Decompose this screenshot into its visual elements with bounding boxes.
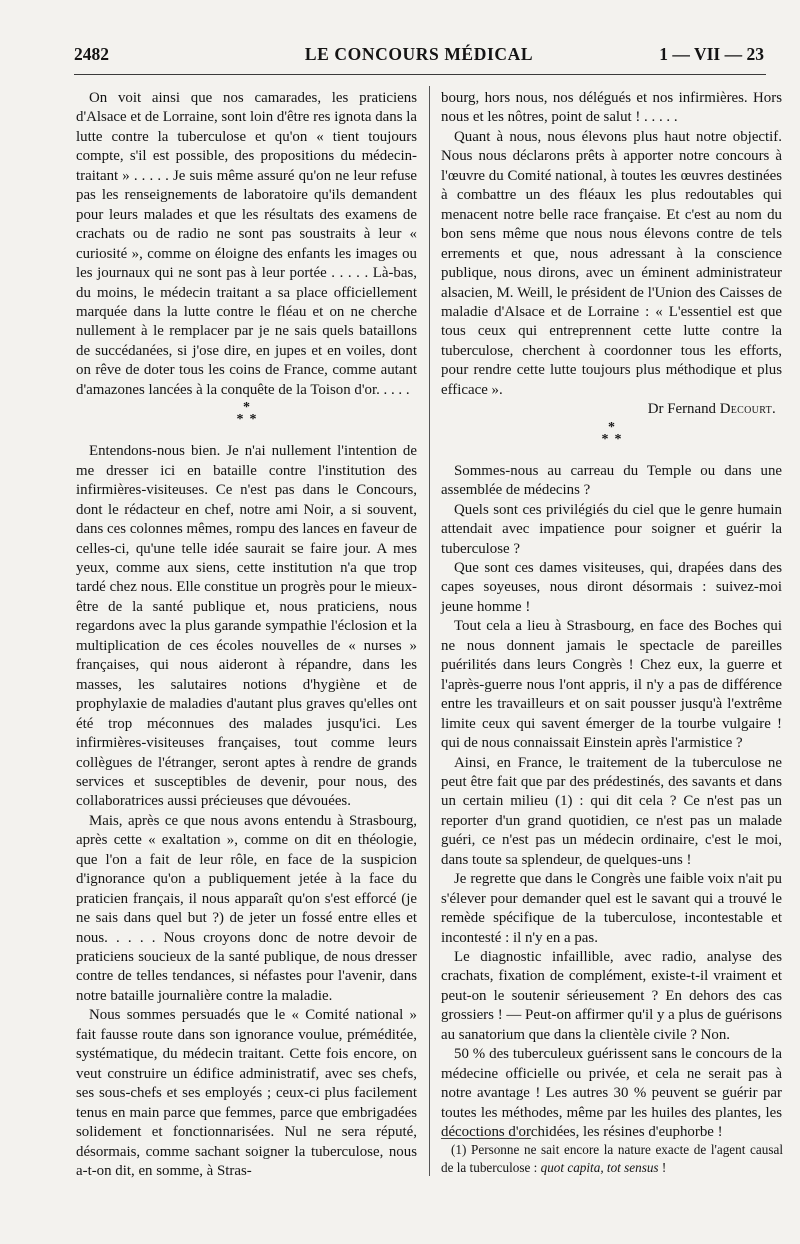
header-rule <box>74 74 766 75</box>
section-separator <box>76 400 417 442</box>
paragraph: bourg, hors nous, nos délégués et nos infirmières. Hors nous et les nôtres, point de salut ! . . . . . <box>441 90 782 126</box>
page-header <box>74 44 764 70</box>
paragraph: Que sont ces dames visiteuses, qui, drapées dans des capes soyeuses, nous diront désormais : suivez-moi jeune homme ! <box>441 559 782 615</box>
signature-prefix: Dr Fernand <box>647 401 720 418</box>
right-column <box>441 89 782 1143</box>
footnote-rule <box>441 1138 531 1139</box>
paragraph: Quels sont ces privilégiés du ciel que le genre humain attendait avec impatience pour soigner et guérir la tuberculose ? <box>441 501 782 557</box>
paragraph: 50 % des tuberculeux guérissent sans le concours de la médecine officielle ou privée, et cela ne serait pas à notre avantage ! Les autres 30 % peuvent se guérir par toutes les méthodes, même par les huiles des plantes, les décoctions d'orchidées, les résines d'euphorbe ! <box>441 1046 782 1141</box>
page-number: 2482 <box>74 44 109 64</box>
paragraph: Le diagnostic infaillible, avec radio, analyse des crachats, fixation de complément, existe-t-il vraiment et peut-on le soutenir sérieusement ? En dehors des cas grossiers ! — Peut-on affirmer qu'il y a plus de guérisons au sanatorium que dans la clientèle civile ? Non. <box>441 949 782 1043</box>
separator-star-top: * <box>608 419 615 435</box>
paragraph: Quant à nous, nous élevons plus haut notre objectif. Nous nous déclarons prêts à apporter notre concours à l'œuvre du Comité national, à toutes les œuvres destinées à combattre un des fléaux les plus redoutables qui menacent notre belle race française. Et c'est au nom du bon sens même que nous nous élevons contre de tels errements et que, nous adressant à la conscience publique, nous dirons, avec un éminent administrateur alsacien, M. Weill, le président de l'Union des Caisses de maladie d'Alsace et de Lorraine : « L'essentiel est que tous ceux qui entreprennent cette lutte contre la tuberculose, cherchent à coordonner tous les efforts, pour rendre cette lutte toujours plus méthodique et plus efficace ». <box>441 128 782 398</box>
paragraph: Entendons-nous bien. Je n'ai nullement l'intention de me dresser ici en bataille contre l'institution des infirmières-visiteuses. Ce n'est pas dans le Concours, dont le rédacteur en chef, notre ami Noir, a si souvent, dans ces colonnes mêmes, rompu des lances en faveur de celles-ci, qu'une telle idée saurait se faire jour. A mes yeux, comme aux siens, cette institution n'a que trop tardé chez nous. Elle constitue un progrès pour le mieux-être de la santé publique et, nous praticiens, nous regardons avec la plus garande sympathie l'éclosion et la multiplication de ces écoles nouvelles de « nurses » françaises, qui nous aideront à répandre, dans les masses, les salutaires notions d'hygiène et de prophylaxie de maladies d'autant plus graves qu'elles ont été trop méconnues des malades jusqu'ici. Les infirmières-visiteuses françaises, tout comme leurs collègues de l'étranger, seront aptes à rendre de grands services et susceptibles de devenir, pour nous, des collaboratrices aussi précieuses que dévouées. <box>76 443 417 810</box>
paragraph: On voit ainsi que nos camarades, les praticiens d'Alsace et de Lorraine, sont loin d'être res ignota dans la lutte contre la tuberculose et qu'on « tient toujours compte, s'il est possible, des propositions du médecin-traitant » . . . . . Je suis même assuré qu'on ne leur refuse pas les renseignements de laboratoire qu'ils demandent pour leurs malades et que les résultats des examens de crachats ou de radio ne sont pas soustraits à leur « curiosité », comme on éloigne des enfants les images ou les journaux qui ne sont pas à leur portée . . . . . Là-bas, du moins, le médecin traitant a sa place officiellement marquée dans la lutte contre le fléau et on ne cherche nullement à le remplacer par je ne sais quels bataillons de succédanées, si j'ose dire, en jupes et en voiles, dont on rêve de doter tous les coins de France, comme autant d'amazones lancées à la conquête de la Toison d'or. . . . . <box>76 90 417 398</box>
footnote-text: (1) Personne ne sait encore la nature exacte de l'agent causal de la tuberculose : <box>441 1142 783 1175</box>
paragraph: Tout cela a lieu à Strasbourg, en face des Boches qui ne nous donnent jamais le spectacle de pareilles puérilités dans leurs Congrès ! Chez eux, la guerre et l'après-guerre nous l'ont appris, il n'y a pas de différence entre les travailleurs et on sait pousser jusqu'à l'extrême limite ceux qui savent émerger de la tourbe vulgaire ! qui de nous connaissait Einstein après l'armistice ? <box>441 618 782 752</box>
paragraph: Ainsi, en France, le traitement de la tuberculose ne peut être fait que par des prédestinés, des savants et dans un certain milieu (1) : qui dit cela ? Ce n'est pas un reporter d'un grand quotidien, ce n'est pas un malade guéri, ce n'est pas un médecin ordinaire, c'est le moi, dans toute sa splendeur, de quelques-uns ! <box>441 754 782 868</box>
paragraph: Sommes-nous au carreau du Temple ou dans une assemblée de médecins ? <box>441 462 782 499</box>
issue-date: 1 — VII — 23 <box>659 44 764 64</box>
section-separator <box>441 420 782 462</box>
paragraph: Mais, après ce que nous avons entendu à Strasbourg, après cette « exaltation », comme on dit en théologie, que l'on a fait de leur rôle, en face de la suspicion d'ignorance qu'on a publiquement jetée à la face du praticien français, il nous apparaît qu'on s'est efforcé (je ne sais dans quel but ?) de jeter un fossé entre elles et nous. . . . . Nous croyons donc de notre devoir de praticiens soucieux de la santé publique, de nous dresser contre de telles tendances, si néfastes pour l'avenir, dans notre bataille journalière contre la maladie. <box>76 812 417 1004</box>
footnote <box>441 1141 783 1176</box>
signature <box>441 400 782 419</box>
signature-name: Decourt. <box>719 401 776 418</box>
paragraph: Nous sommes persuadés que le « Comité national » fait fausse route dans son ignorance voulue, préméditée, systématique, du médecin traitant. Cette fois encore, on veut construire un édifice administratif, avec ses chefs, ses sous-chefs et ses employés ; ceux-ci plus facilement tenus en main parce que femmes, parce que embrigadées solidement et fonctionnarisées. Nul ne sera réputé, désormais, comme sachant soigner la tuberculose, nous a-t-on dit, en somme, à Stras- <box>76 1007 417 1180</box>
separator-star-bottom: ** <box>236 412 263 428</box>
journal-title: LE CONCOURS MÉDICAL <box>304 44 534 64</box>
left-column <box>76 89 417 1181</box>
footnote-latin: quot capita, tot sensus <box>540 1159 659 1175</box>
column-divider <box>429 86 430 1176</box>
separator-star-bottom: ** <box>601 431 628 447</box>
paragraph: Je regrette que dans le Congrès une faible voix n'ait pu s'élever pour demander quel est le savant qui a trouvé le remède spécifique de la tuberculose, incontestable et incontesté : il n'y en a pas. <box>441 871 782 946</box>
footnote-end: ! <box>658 1159 667 1175</box>
separator-star-top: * <box>243 400 250 416</box>
